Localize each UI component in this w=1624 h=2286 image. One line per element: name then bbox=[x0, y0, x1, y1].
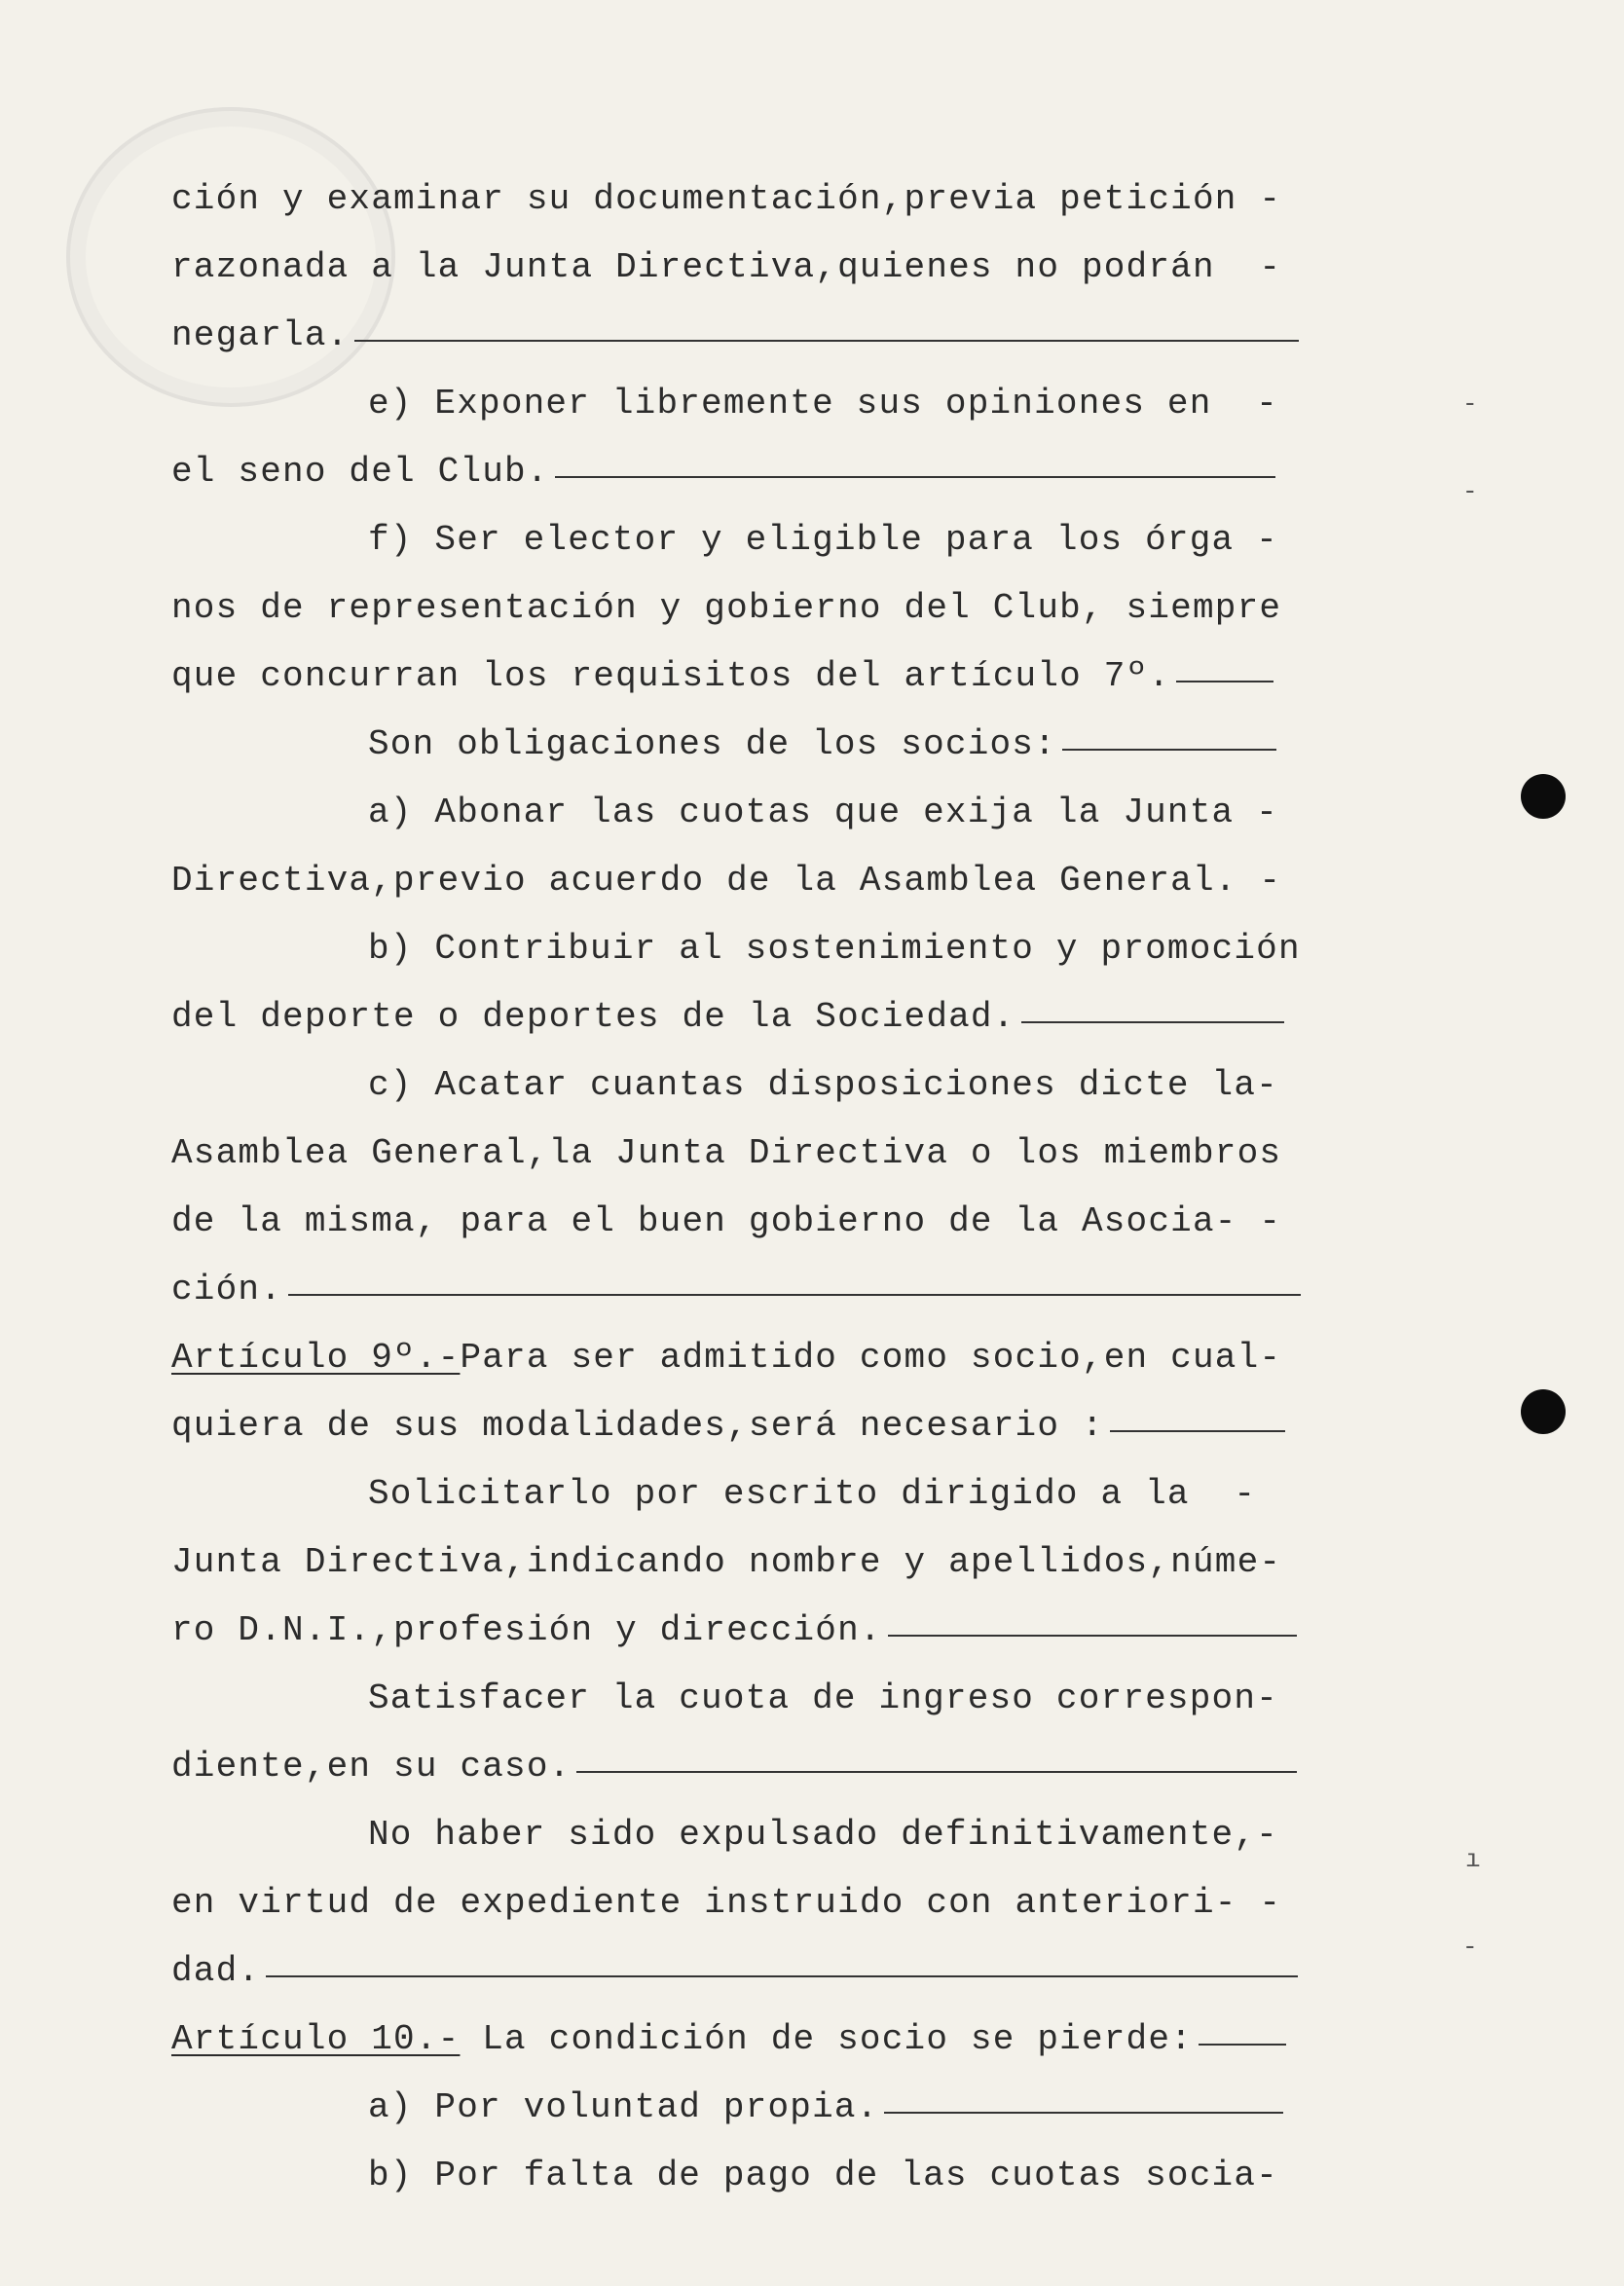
line-text: Satisfacer la cuota de ingreso correspon- bbox=[368, 1678, 1278, 1718]
text-line bbox=[368, 2074, 1283, 2142]
line-text: Para ser admitido como socio,en cual- bbox=[460, 1338, 1282, 1378]
margin-mark: - bbox=[1462, 477, 1478, 506]
punch-hole-bottom bbox=[1521, 1389, 1566, 1434]
text-line bbox=[171, 847, 1281, 915]
text-line bbox=[171, 234, 1281, 302]
line-text: Asamblea General,la Junta Directiva o los miembros bbox=[171, 1133, 1282, 1173]
text-line bbox=[171, 983, 1284, 1051]
line-text: f) Ser elector y eligible para los órga - bbox=[368, 520, 1278, 560]
text-line bbox=[171, 1597, 1297, 1665]
text-line bbox=[171, 574, 1281, 643]
text-line bbox=[368, 711, 1276, 779]
line-text: del deporte o deportes de la Sociedad. bbox=[171, 997, 1015, 1037]
line-text: ro D.N.I.,profesión y dirección. bbox=[171, 1610, 882, 1650]
fill-rule bbox=[555, 476, 1275, 478]
text-line bbox=[171, 1869, 1281, 1937]
line-text: e) Exponer libremente sus opiniones en - bbox=[368, 384, 1278, 424]
line-text: el seno del Club. bbox=[171, 452, 549, 492]
line-text: Junta Directiva,indicando nombre y apellidos,núme- bbox=[171, 1542, 1282, 1582]
margin-mark: ı bbox=[1465, 1845, 1481, 1874]
fill-rule bbox=[888, 1635, 1297, 1637]
article-heading: Artículo 9º.- bbox=[171, 1338, 461, 1378]
text-line bbox=[368, 506, 1278, 574]
line-text: No haber sido expulsado definitivamente,- bbox=[368, 1815, 1278, 1855]
fill-rule bbox=[884, 2112, 1283, 2114]
line-text: b) Por falta de pago de las cuotas socia- bbox=[368, 2156, 1278, 2195]
line-text: quiera de sus modalidades,será necesario : bbox=[171, 1406, 1104, 1446]
text-line bbox=[171, 2006, 1286, 2074]
text-line bbox=[171, 166, 1281, 234]
line-text: nos de representación y gobierno del Club, siempre bbox=[171, 588, 1282, 628]
fill-rule bbox=[1199, 2044, 1286, 2046]
line-text: b) Contribuir al sostenimiento y promoción bbox=[368, 929, 1301, 969]
text-line bbox=[368, 1051, 1278, 1120]
fill-rule bbox=[288, 1294, 1301, 1296]
text-line bbox=[171, 1392, 1285, 1460]
line-text: dad. bbox=[171, 1951, 261, 1991]
text-line bbox=[368, 779, 1278, 847]
margin-mark: - bbox=[1462, 389, 1478, 419]
fill-rule bbox=[1062, 749, 1276, 751]
line-text: en virtud de expediente instruido con anteriori- - bbox=[171, 1883, 1282, 1923]
line-text: razonada a la Junta Directiva,quienes no podrán - bbox=[171, 247, 1282, 287]
text-line bbox=[171, 1324, 1281, 1392]
text-line bbox=[171, 1733, 1297, 1801]
line-text: diente,en su caso. bbox=[171, 1747, 572, 1787]
fill-rule bbox=[266, 1975, 1298, 1977]
text-line bbox=[368, 1801, 1278, 1869]
text-line bbox=[171, 643, 1273, 711]
text-line bbox=[368, 1665, 1278, 1733]
text-line bbox=[171, 1188, 1281, 1256]
fill-rule bbox=[1176, 681, 1273, 682]
punch-hole-top bbox=[1521, 774, 1566, 819]
text-line bbox=[368, 915, 1301, 983]
line-text: c) Acatar cuantas disposiciones dicte la- bbox=[368, 1065, 1278, 1105]
text-line bbox=[171, 438, 1275, 506]
text-line bbox=[368, 2142, 1278, 2210]
text-line bbox=[171, 1120, 1281, 1188]
text-line bbox=[171, 1529, 1281, 1597]
fill-rule bbox=[576, 1771, 1297, 1773]
text-line bbox=[171, 1256, 1301, 1324]
line-text: ción. bbox=[171, 1270, 283, 1309]
text-line bbox=[368, 370, 1278, 438]
line-text: Son obligaciones de los socios: bbox=[368, 724, 1056, 764]
line-text: ción y examinar su documentación,previa petición - bbox=[171, 179, 1282, 219]
line-text: que concurran los requisitos del artículo 7º. bbox=[171, 656, 1171, 696]
line-text: a) Por voluntad propia. bbox=[368, 2087, 879, 2127]
margin-mark: - bbox=[1462, 1933, 1478, 1962]
line-text: de la misma, para el buen gobierno de la Asocia- - bbox=[171, 1201, 1282, 1241]
fill-rule bbox=[1021, 1021, 1284, 1023]
fill-rule bbox=[1110, 1430, 1285, 1432]
text-line bbox=[368, 1460, 1256, 1529]
line-text: La condición de socio se pierde: bbox=[460, 2019, 1193, 2059]
line-text: a) Abonar las cuotas que exija la Junta - bbox=[368, 793, 1278, 832]
text-line bbox=[171, 1937, 1298, 2006]
line-text: Directiva,previo acuerdo de la Asamblea General. - bbox=[171, 861, 1282, 901]
text-line bbox=[171, 302, 1299, 370]
fill-rule bbox=[354, 340, 1299, 342]
line-text: negarla. bbox=[171, 315, 350, 355]
article-heading: Artículo 10.- bbox=[171, 2019, 461, 2059]
line-text: Solicitarlo por escrito dirigido a la - bbox=[368, 1474, 1257, 1514]
